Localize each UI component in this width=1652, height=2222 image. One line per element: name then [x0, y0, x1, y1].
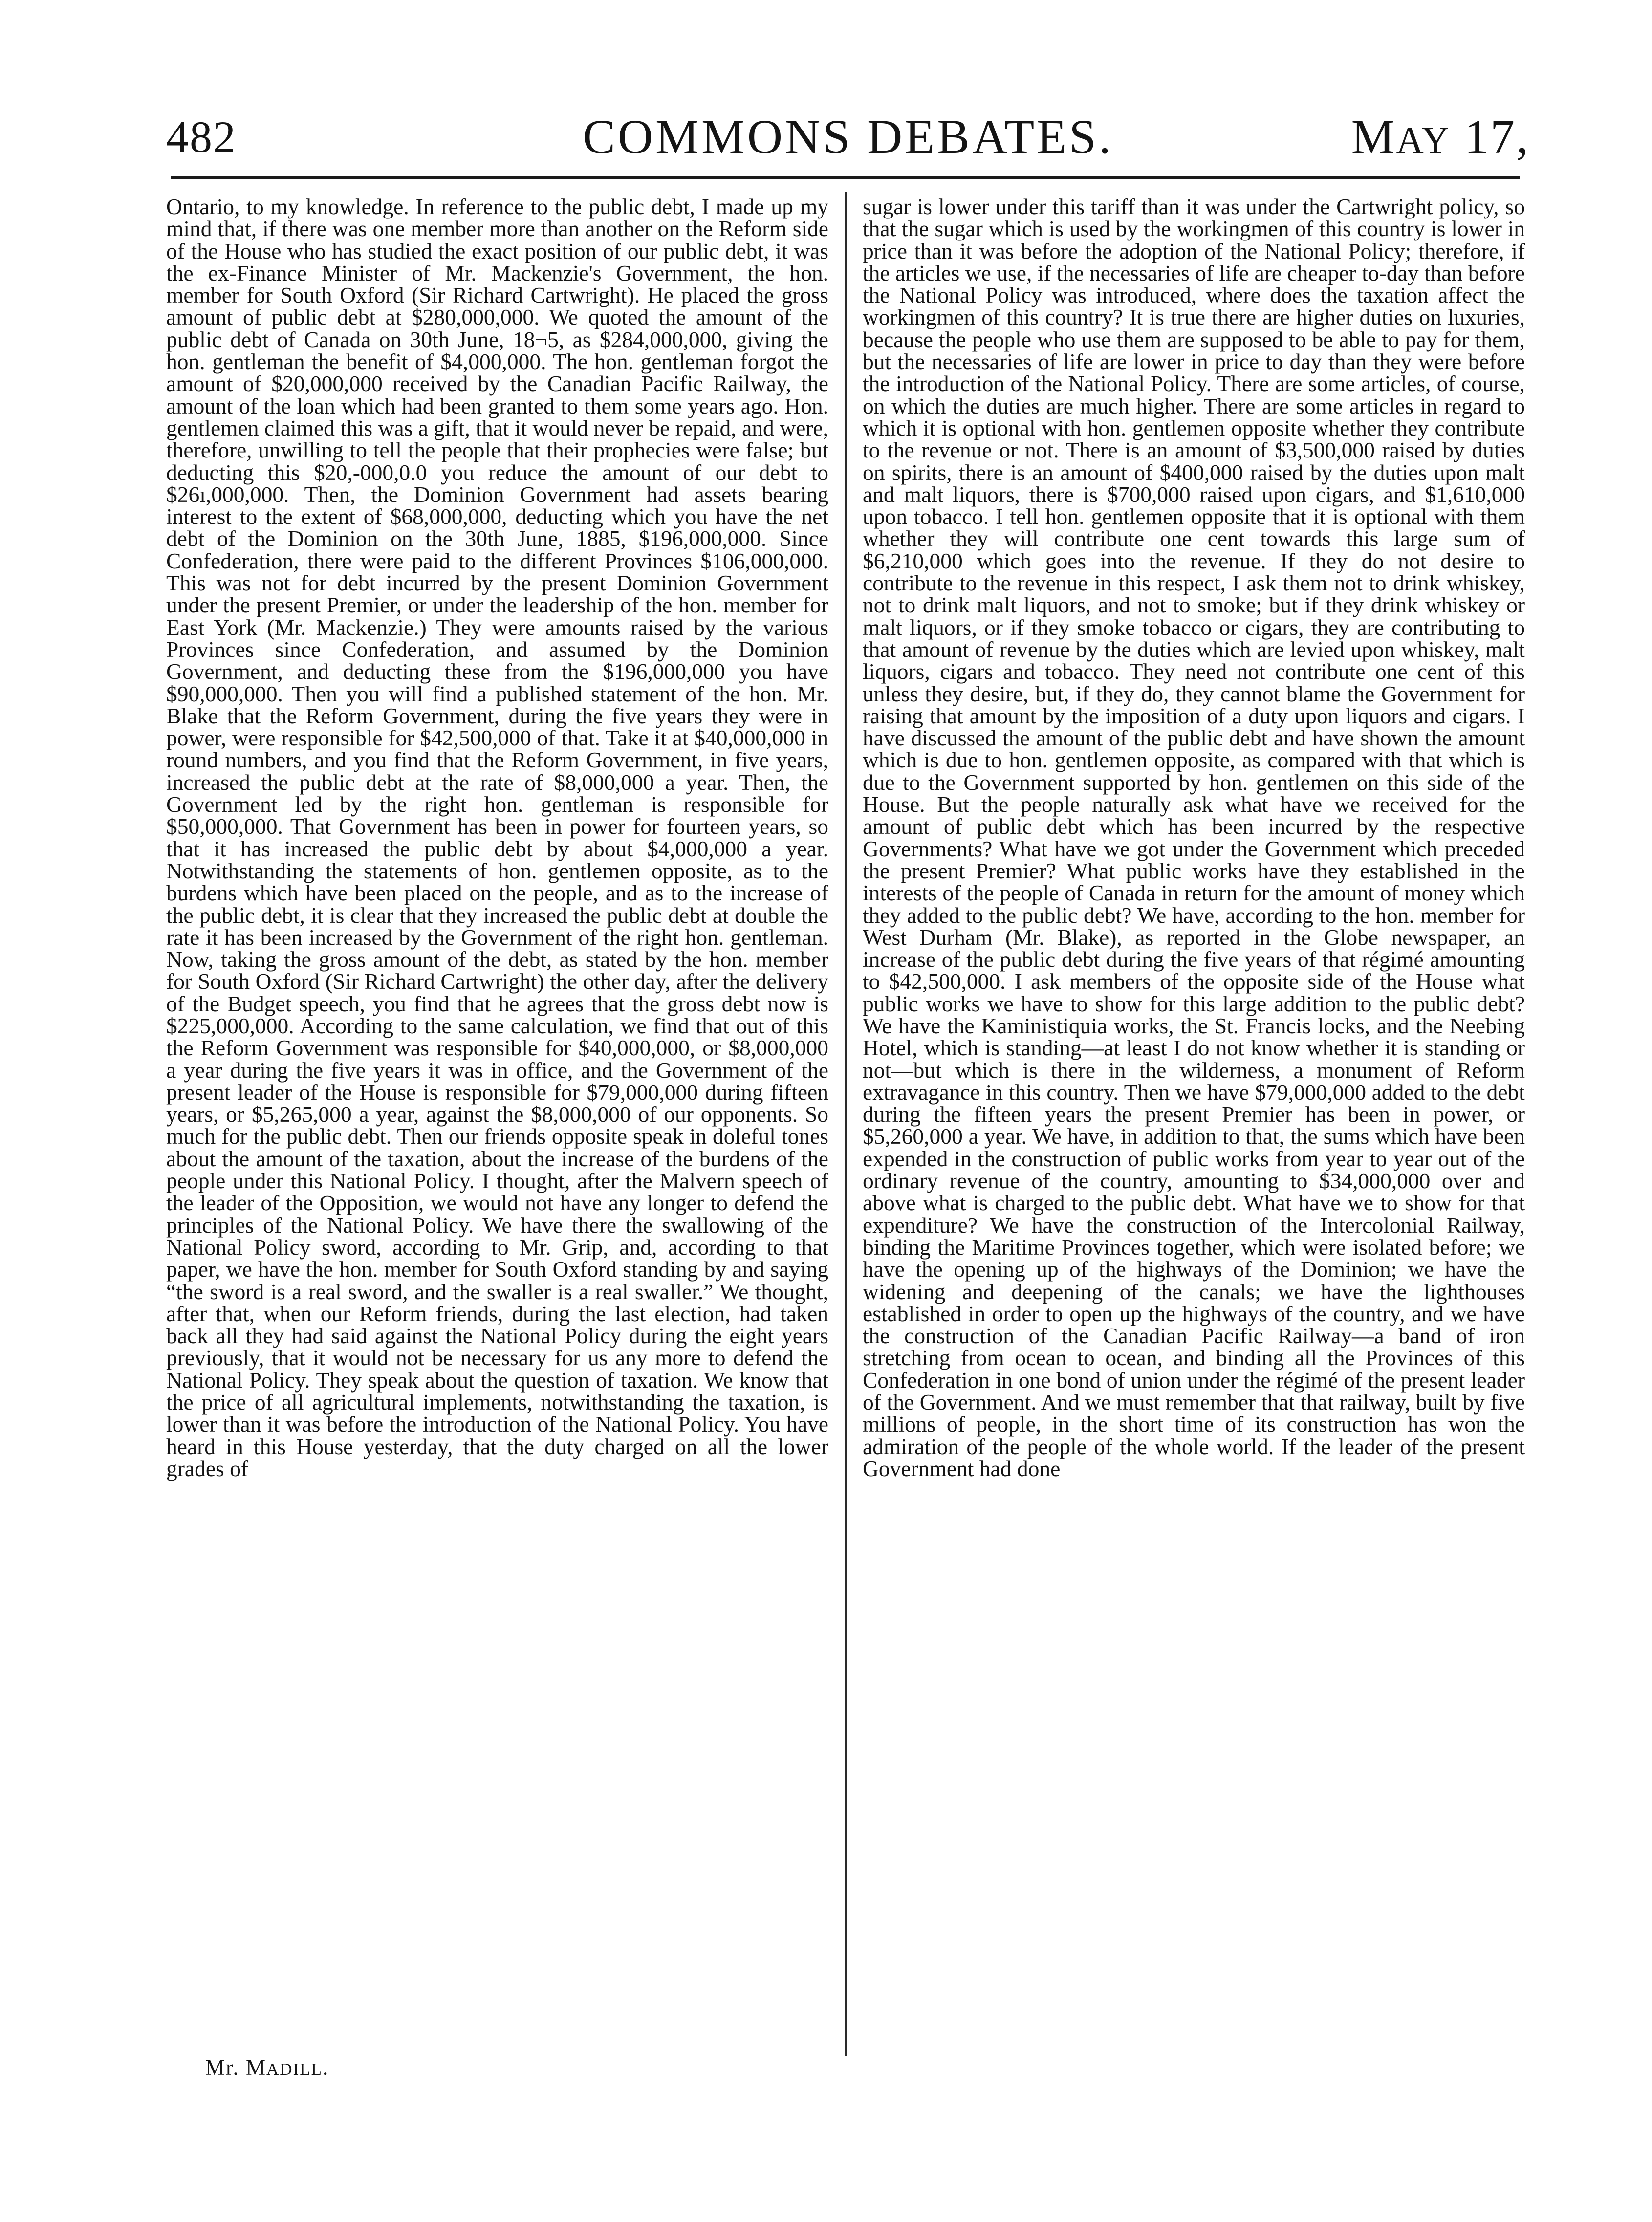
- running-title: COMMONS DEBATES.: [583, 109, 1113, 164]
- header-date: [1351, 105, 1530, 172]
- left-column: [166, 196, 828, 2077]
- date-day: 17,: [1451, 109, 1530, 164]
- left-column-text: Ontario, to my knowledge. In reference to the public debt, I made up my mind that, if there was one member more than another on the Reform side of the House who has studied the exact position of our public debt, it was the ex-Finance Minister of Mr. Mackenzie's Government, the hon. member for South Oxford (Sir Richard Cartwright). He placed the gross amount of public debt at $280,000,000. We quoted the amount of the public debt of Canada on 30th June, 18¬5, as $284,000,000, giving the hon. gentleman the benefit of $4,000,000. The hon. gentleman forgot the amount of $20,000,000 received by the Canadian Pacific Railway, the amount of the loan which had been granted to them some years ago. Hon. gentlemen claimed this was a gift, that it would never be repaid, and were, therefore, unwilling to tell the people that their prophecies were false; but deducting this $20,-000,0.0 you reduce the amount of our debt to $26ı,000,000. Then, the Dominion Government had assets bearing interest to the extent of $68,000,000, deducting which you have the net debt of the Dominion on the 30th June, 1885, $196,000,000. Since Confederation, there were paid to the different Provinces $106,000,000. This was not for debt incurred by the present Dominion Government under the present Premier, or under the leadership of the hon. member for East York (Mr. Mackenzie.) They were amounts raised by the various Provinces since Confederation, and assumed by the Dominion Government, and deducting these from the $196,000,000 you have $90,000,000. Then you will find a published statement of the hon. Mr. Blake that the Reform Government, during the five years they were in power, were responsible for $42,500,000 of that. Take it at $40,000,000 in round numbers, and you find that the Reform Government, in five years, increased the public debt at the rate of $8,000,000 a year. Then, the Government led by the right hon. gentleman is responsible for $50,000,000. That Government has been in power for fourteen years, so that it has increased the public debt by about $4,000,000 a year. Notwithstanding the statements of hon. gentlemen opposite, as to the burdens which have been placed on the people, and as to the increase of the public debt, it is clear that they increased the public debt at double the rate it has been increased by the Government of the right hon. gentleman. Now, taking the gross amount of the debt, as stated by the hon. member for South Oxford (Sir Richard Cartwright) the other day, after the delivery of the Budget speech, you find that he agrees that the gross debt now is $225,000,000. According to the same calculation, we find that out of this the Reform Government was responsible for $40,000,000, or $8,000,000 a year during the five years it was in office, and the Government of the present leader of the House is responsible for $79,000,000 during fifteen years, or $5,265,000 a year, against the $8,000,000 of our opponents. So much for the public debt. Then our friends opposite speak in doleful tones about the amount of the taxation, about the increase of the burdens of the people under this National Policy. I thought, after the Malvern speech of the leader of the Opposition, we would not have any longer to defend the principles of the National Policy. We have there the swallowing of the National Policy sword, according to Mr. Grip, and, according to that paper, we have the hon. member for South Oxford standing by and saying “the sword is a real sword, and the swaller is a real swaller.” We thought, after that, when our Reform friends, during the last election, had taken back all they had said against the National Policy during the eight years previously, that it would not be necessary for us any more to defend the National Policy. They speak about the question of taxation. We know that the price of all agricultural implements, notwithstanding the taxation, is lower than it was before the introduction of the National Policy. You have heard in this House yesterday, that the duty charged on all the lower grades of: [166, 194, 828, 1481]
- column-divider: [845, 192, 847, 2056]
- date-month-initial: M: [1351, 109, 1396, 164]
- header-rule: [171, 176, 1520, 179]
- right-column: [863, 196, 1525, 2077]
- speaker-prefix: Mr. M: [205, 2055, 267, 2080]
- page-header: [166, 105, 1530, 169]
- speaker-smallcaps: ADILL: [266, 2060, 323, 2079]
- speaker-footer: [205, 2055, 329, 2082]
- page-number: 482: [166, 112, 237, 162]
- right-column-text: sugar is lower under this tariff than it was under the Cartwright policy, so that the sugar which is used by the workingmen of this country is lower in price than it was before the adoption of the National Policy; therefore, if the articles we use, if the necessaries of life are cheaper to-day than before the National Policy was introduced, where does the taxation affect the workingmen of this country? It is true there are higher duties on luxuries, because the people who use them are supposed to be able to pay for them, but the necessaries of life are lower in price to day than they were before the introduction of the National Policy. There are some articles, of course, on which the duties are much higher. There are some articles in regard to which it is optional with hon. gentlemen opposite whether they contribute to the revenue or not. There is an amount of $3,500,000 raised by duties on spirits, there is an amount of $400,000 raised by the duties upon malt and malt liquors, there is $700,000 raised upon cigars, and $1,610,000 upon tobacco. I tell hon. gentlemen opposite that it is optional with them whether they will contribute one cent towards this large sum of $6,210,000 which goes into the revenue. If they do not desire to contribute to the revenue in this respect, I ask them not to drink whiskey, not to drink malt liquors, and not to smoke; but if they drink whiskey or malt liquors, or if they smoke tobacco or cigars, they are contributing to that amount of revenue by the duties which are levied upon whiskey, malt liquors, cigars and tobacco. They need not contribute one cent of this unless they desire, but, if they do, they cannot blame the Government for raising that amount by the imposition of a duty upon liquors and cigars. I have discussed the amount of the public debt and have shown the amount which is due to hon. gentlemen opposite, as compared with that which is due to the Government supported by hon. gentlemen on this side of the House. But the people naturally ask what have we received for the amount of public debt which has been incurred by the respective Governments? What have we got under the Government which preceded the present Premier? What public works have they established in the interests of the people of Canada in return for the amount of money which they added to the public debt? We have, according to the hon. member for West Durham (Mr. Blake), as reported in the Globe newspaper, an increase of the public debt during the five years of that régimé amounting to $42,500,000. I ask members of the opposite side of the House what public works we have to show for this large addition to the public debt? We have the Kaministiquia works, the St. Francis locks, and the Neebing Hotel, which is standing—at least I do not know whether it is standing or not—but which is there in the wilderness, a monument of Reform extravagance in this country. Then we have $79,000,000 added to the debt during the fifteen years the present Premier has been in power, or $5,260,000 a year. We have, in addition to that, the sums which have been expended in the construction of public works from year to year out of the ordinary revenue of the country, amounting to $34,000,000 over and above what is charged to the public debt. What have we to show for that expenditure? We have the construction of the Intercolonial Railway, binding the Maritime Provinces together, which were isolated before; we have the opening up of the highways of the Dominion; we have the widening and deepening of the canals; we have the lighthouses established in order to open up the highways of the country, and we have the construction of the Canadian Pacific Railway—a band of iron stretching from ocean to ocean, and binding all the Provinces of this Confederation in one bond of union under the régimé of the present leader of the Government. And we must remember that that railway, built by five millions of people, in the short time of its construction has won the admiration of the people of the whole world. If the leader of the present Government had done: [863, 194, 1525, 1481]
- date-month-rest: AY: [1396, 119, 1451, 161]
- speaker-end: .: [323, 2055, 329, 2080]
